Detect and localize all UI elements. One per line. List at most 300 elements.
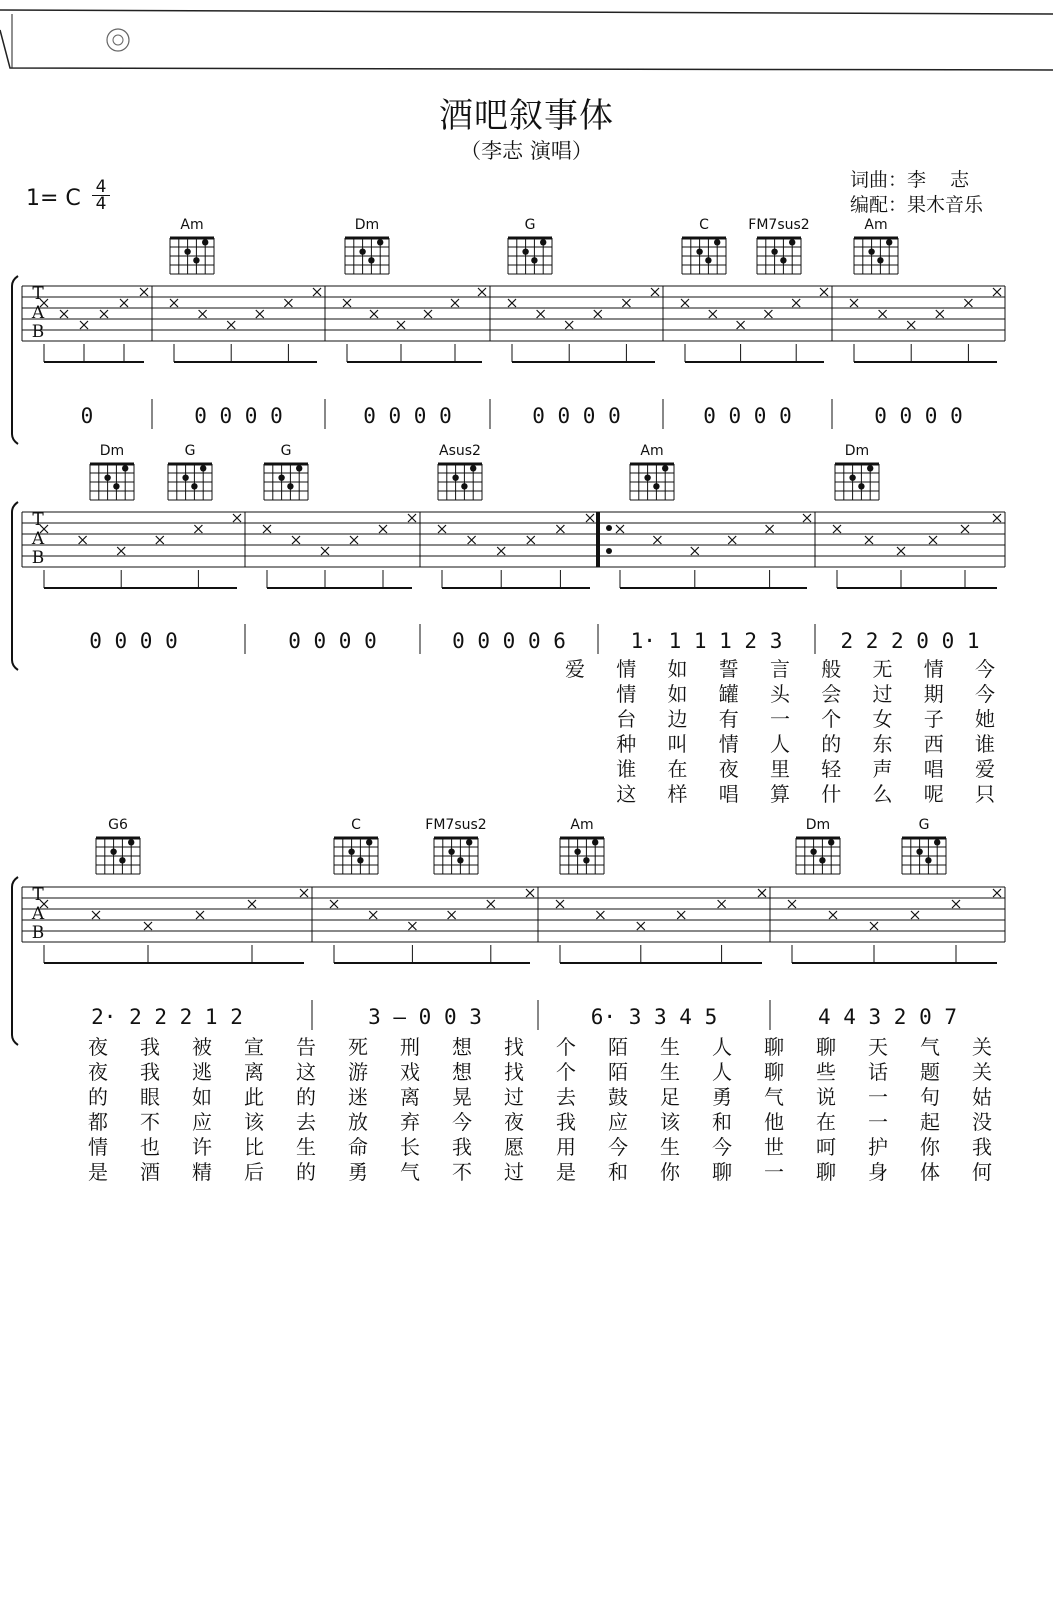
chord-dot (368, 257, 374, 263)
lyric-char: 气 (764, 1085, 784, 1109)
lyric-char: 聊 (816, 1035, 836, 1059)
lyric-char: 过 (504, 1160, 524, 1184)
chord-dot (200, 465, 206, 471)
chord-dot (925, 857, 931, 863)
system-bracket (12, 502, 18, 670)
tab-note (263, 525, 271, 533)
lyric-char: 西 (923, 732, 944, 756)
chord-dot (705, 257, 711, 263)
tab-note (537, 310, 545, 318)
lyric-char: 体 (920, 1160, 940, 1184)
chord-name: Am (570, 817, 594, 833)
lyric-char: 人 (712, 1035, 732, 1059)
numbered-notes: 0 0 0 0 (874, 404, 963, 428)
lyric-char: 一 (868, 1085, 888, 1109)
chord-dot (789, 239, 795, 245)
lyric-char: 迷 (348, 1085, 368, 1109)
chord-name: Dm (844, 443, 870, 459)
tab-note (865, 536, 873, 544)
chord-dot (296, 465, 302, 471)
lyric-char: 聊 (764, 1035, 784, 1059)
lyric-char: 头 (770, 682, 790, 706)
tab-note (907, 321, 915, 329)
tab-note (508, 299, 516, 307)
tab-note (478, 288, 486, 296)
tab-note (408, 514, 416, 522)
lyric-char: 话 (868, 1060, 888, 1084)
repeat-dot (606, 548, 612, 554)
lyric-char: 和 (712, 1110, 732, 1134)
numbered-notes: 0 0 0 0 (532, 404, 621, 428)
lyric-char: 夜 (504, 1110, 524, 1134)
lyric-char: 情 (923, 657, 944, 681)
lyric-char: 如 (192, 1085, 212, 1109)
tab-note (117, 547, 125, 555)
chord-dot (696, 248, 702, 254)
lyric-char: 过 (872, 682, 893, 706)
lyric-char: 说 (816, 1085, 836, 1109)
tab-note (199, 310, 207, 318)
lyric-char: 命 (348, 1135, 368, 1159)
tab-note (833, 525, 841, 533)
lyric-char: 的 (296, 1160, 316, 1184)
song-subtitle: （李志 演唱） (460, 139, 593, 163)
chord-dot (662, 465, 668, 471)
system-bracket (12, 276, 18, 444)
tab-note (120, 299, 128, 307)
lyric-char: 弃 (400, 1110, 420, 1134)
lyric-char: 在 (816, 1110, 836, 1134)
lyric-char: 陌 (608, 1060, 628, 1084)
lyric-char: 生 (296, 1135, 316, 1159)
lyric-char: 唱 (923, 757, 944, 781)
lyric-char: 个 (821, 707, 842, 731)
lyric-char: 夜 (88, 1060, 108, 1084)
lyric-char: 护 (868, 1135, 888, 1159)
chord-dot (119, 857, 125, 863)
lyric-char: 后 (244, 1160, 264, 1184)
lyric-char: 题 (920, 1060, 940, 1084)
tab-note (284, 299, 292, 307)
tab-note (993, 288, 1001, 296)
lyric-char: 想 (452, 1060, 472, 1084)
lyric-char: 如 (667, 657, 688, 681)
lyric-char: 天 (868, 1035, 888, 1059)
numbered-notes: 0 0 0 0 (288, 629, 377, 653)
tab-note (248, 900, 256, 908)
tab-note (343, 299, 351, 307)
tab-note (196, 911, 204, 919)
tab-label-a: A (31, 904, 45, 924)
tab-note (350, 536, 358, 544)
lyric-char: 么 (872, 782, 893, 806)
lyric-char: 我 (140, 1060, 160, 1084)
tab-note (737, 321, 745, 329)
lyric-char: 去 (556, 1085, 576, 1109)
tab-label-t: T (32, 510, 44, 530)
lyric-char: 声 (872, 757, 893, 781)
page-logo-icon (107, 29, 129, 51)
system-bracket (12, 877, 18, 1045)
lyric-char: 夜 (88, 1035, 108, 1059)
tab-note (92, 911, 100, 919)
lyric-char: 我 (972, 1135, 992, 1159)
lyric-char: 个 (556, 1060, 576, 1084)
tab-note (369, 911, 377, 919)
tab-note (677, 911, 685, 919)
chord-dot (583, 857, 589, 863)
lyric-char: 人 (770, 732, 790, 756)
chord-dot (457, 857, 463, 863)
lyric-char: 许 (192, 1135, 212, 1159)
lyric-char: 勇 (348, 1160, 368, 1184)
chord-name: Dm (805, 817, 831, 833)
lyric-char: 女 (872, 707, 893, 731)
chord-dot (714, 239, 720, 245)
lyric-char: 鼓 (608, 1085, 628, 1109)
lyric-char: 期 (923, 682, 944, 706)
lyric-char: 是 (88, 1160, 108, 1184)
lyric-char: 聊 (712, 1160, 732, 1184)
lyric-char: 生 (660, 1135, 680, 1159)
chord-dot (858, 483, 864, 489)
tab-note (379, 525, 387, 533)
tab-note (879, 310, 887, 318)
lyric-char: 无 (872, 657, 893, 681)
lyric-char: 我 (140, 1035, 160, 1059)
lyric-char: 用 (556, 1135, 576, 1159)
tab-note (468, 536, 476, 544)
lyric-char: 些 (816, 1060, 836, 1084)
lyric-char: 子 (923, 707, 944, 731)
lyric-char: 我 (452, 1135, 472, 1159)
lyric-char: 的 (296, 1085, 316, 1109)
lyric-char: 今 (608, 1135, 628, 1159)
chord-dot (916, 848, 922, 854)
lyric-char: 轻 (821, 757, 842, 781)
chord-name: G6 (108, 817, 128, 833)
lyric-char: 一 (868, 1110, 888, 1134)
lyric-char: 此 (244, 1085, 264, 1109)
tab-note (194, 525, 202, 533)
tab-note (424, 310, 432, 318)
tab-label-t: T (32, 885, 44, 905)
lyric-char: 气 (400, 1160, 420, 1184)
lyric-char: 唱 (718, 782, 739, 806)
tab-note (256, 310, 264, 318)
chord-dot (113, 483, 119, 489)
lyric-char: 关 (972, 1035, 992, 1059)
tab-note (408, 922, 416, 930)
chord-dot (359, 248, 365, 254)
chord-dot (202, 239, 208, 245)
chord-dot (193, 257, 199, 263)
tab-note (637, 922, 645, 930)
lyric-char: 什 (821, 782, 842, 806)
chord-dot (466, 839, 472, 845)
credits-lyrics-music: 词曲：李 志 (850, 169, 970, 191)
chord-dot (868, 248, 874, 254)
lyric-char: 应 (608, 1110, 628, 1134)
lyric-char: 都 (88, 1110, 108, 1134)
lyric-char: 里 (770, 757, 790, 781)
lyric-char: 比 (244, 1135, 264, 1159)
lyric-char: 告 (296, 1035, 316, 1059)
tab-note (651, 288, 659, 296)
lyric-char: 的 (88, 1085, 108, 1109)
tab-note (140, 288, 148, 296)
chord-dot (377, 239, 383, 245)
tab-note (144, 922, 152, 930)
time-signature-bottom: 4 (92, 195, 110, 212)
credits (850, 168, 983, 218)
chord-dot (357, 857, 363, 863)
lyric-char: 过 (504, 1085, 524, 1109)
lyric-char: 去 (296, 1110, 316, 1134)
tab-note (556, 525, 564, 533)
lyric-char: 足 (660, 1085, 680, 1109)
chord-dot (448, 848, 454, 854)
lyric-char: 世 (764, 1135, 784, 1159)
chord-dot (819, 857, 825, 863)
chord-dot (470, 465, 476, 471)
chord-dot (184, 248, 190, 254)
chord-dot (278, 474, 284, 480)
chord-name: Am (640, 443, 664, 459)
lyric-char: 你 (660, 1160, 680, 1184)
tab-note (792, 299, 800, 307)
lyric-char: 人 (712, 1060, 732, 1084)
lyric-char: 这 (296, 1060, 316, 1084)
song-title: 酒吧叙事体 (439, 96, 614, 136)
lyric-char: 呵 (816, 1135, 836, 1159)
lyric-char: 被 (192, 1035, 212, 1059)
lyric-char: 我 (556, 1110, 576, 1134)
tab-note (227, 321, 235, 329)
lyric-char: 是 (556, 1160, 576, 1184)
lyric-char: 长 (400, 1135, 420, 1159)
chord-name: Dm (99, 443, 125, 459)
tab-note (829, 911, 837, 919)
tab-note (897, 547, 905, 555)
tab-note (100, 310, 108, 318)
lyric-char: 应 (192, 1110, 212, 1134)
chord-dot (522, 248, 528, 254)
lyric-char: 爱 (565, 657, 585, 681)
lyric-char: 谁 (616, 757, 637, 781)
numbered-notes: 0 0 0 0 (194, 404, 283, 428)
tab-note (370, 310, 378, 318)
lyric-char: 她 (975, 707, 995, 731)
tab-note (788, 900, 796, 908)
tab-note (586, 514, 594, 522)
chord-name: C (699, 217, 709, 233)
lyric-char: 也 (140, 1135, 160, 1159)
numbered-notes: 1· 1 1 1 2 3 (630, 629, 783, 653)
chord-dot (531, 257, 537, 263)
tab-label-t: T (32, 284, 44, 304)
lyric-char: 的 (821, 732, 842, 756)
tab-note (487, 900, 495, 908)
page-logo-inner-icon (113, 35, 123, 45)
numbered-notes: 2· 2 2 2 1 2 (91, 1005, 243, 1029)
chord-dot (780, 257, 786, 263)
tab-label-b: B (31, 322, 45, 342)
numbered-notes: 0 0 0 0 6 (452, 629, 566, 653)
numbered-notes: 6· 3 3 4 5 (590, 1005, 718, 1029)
tab-note (233, 514, 241, 522)
lyric-char: 没 (972, 1110, 992, 1134)
lyric-char: 今 (975, 657, 995, 681)
lyric-char: 愿 (504, 1135, 524, 1159)
tab-note (653, 536, 661, 544)
tab-label-a: A (31, 529, 45, 549)
lyric-char: 呢 (923, 782, 944, 806)
tab-note (451, 299, 459, 307)
credits-arrangement: 编配：果木音乐 (850, 194, 984, 216)
tab-note (448, 911, 456, 919)
lyric-char: 夜 (718, 757, 739, 781)
chord-dot (574, 848, 580, 854)
lyric-char: 他 (764, 1110, 784, 1134)
lyric-char: 只 (975, 782, 995, 806)
lyric-char: 刑 (400, 1035, 420, 1059)
numbered-notes: 0 0 0 0 (89, 629, 178, 653)
lyric-char: 眼 (140, 1085, 160, 1109)
numbered-notes: 0 (80, 404, 94, 428)
lyric-char: 逃 (192, 1060, 212, 1084)
tab-note (766, 525, 774, 533)
chord-dot (653, 483, 659, 489)
tab-note (321, 547, 329, 555)
chord-dot (934, 839, 940, 845)
tab-note (764, 310, 772, 318)
lyric-char: 叫 (667, 732, 688, 756)
lyric-char: 今 (712, 1135, 732, 1159)
lyric-char: 谁 (975, 732, 995, 756)
tab-note (929, 536, 937, 544)
lyric-char: 种 (616, 732, 637, 756)
tab-note (718, 900, 726, 908)
tab-note (60, 310, 68, 318)
chord-dot (191, 483, 197, 489)
tab-note (961, 525, 969, 533)
tab-note (397, 321, 405, 329)
page-header-border (0, 30, 1053, 70)
lyric-char: 酒 (140, 1160, 160, 1184)
lyric-char: 放 (348, 1110, 368, 1134)
lyric-char: 不 (452, 1160, 472, 1184)
lyric-char: 这 (616, 782, 637, 806)
key-text: 1= C (26, 186, 81, 211)
tab-note (709, 310, 717, 318)
lyric-char: 生 (660, 1035, 680, 1059)
tab-note (850, 299, 858, 307)
tab-note (911, 911, 919, 919)
numbered-notes: 4 4 3 2 0 7 (817, 1005, 958, 1029)
tab-note (596, 911, 604, 919)
chord-dot (644, 474, 650, 480)
numbered-notes: 3 – 0 0 3 (368, 1005, 482, 1029)
lyric-char: 一 (770, 707, 790, 731)
tab-label-b: B (31, 548, 45, 568)
tab-note (313, 288, 321, 296)
lyric-char: 东 (872, 732, 893, 756)
chord-name: C (351, 817, 361, 833)
tab-note (952, 900, 960, 908)
chord-name: G (280, 443, 292, 459)
tab-note (527, 536, 535, 544)
chord-name: Dm (354, 217, 380, 233)
lyric-char: 罐 (718, 682, 739, 706)
time-signature (92, 179, 110, 212)
lyric-char: 该 (244, 1110, 264, 1134)
chord-dot (128, 839, 134, 845)
tab-note (803, 514, 811, 522)
chord-dot (182, 474, 188, 480)
chord-name: Am (864, 217, 888, 233)
lyric-char: 般 (821, 657, 842, 681)
key-signature (26, 186, 81, 211)
lyric-char: 精 (192, 1160, 212, 1184)
lyric-char: 死 (348, 1035, 368, 1059)
lyric-char: 情 (718, 732, 739, 756)
lyric-char: 情 (616, 657, 637, 681)
tab-note (622, 299, 630, 307)
lyric-char: 有 (718, 707, 739, 731)
tab-note (870, 922, 878, 930)
tab-note (79, 536, 87, 544)
tab-note (758, 889, 766, 897)
lyric-char: 言 (770, 657, 790, 681)
tab-note (565, 321, 573, 329)
chord-dot (810, 848, 816, 854)
lyric-char: 今 (975, 682, 995, 706)
chord-name: FM7sus2 (748, 217, 810, 233)
chord-dot (886, 239, 892, 245)
lyric-char: 身 (868, 1160, 888, 1184)
lyric-char: 一 (764, 1160, 784, 1184)
repeat-dot (606, 525, 612, 531)
lyric-char: 你 (920, 1135, 940, 1159)
lyric-char: 不 (140, 1110, 160, 1134)
lyric-char: 生 (660, 1060, 680, 1084)
chord-dot (828, 839, 834, 845)
chord-dot (452, 474, 458, 480)
tab-note (964, 299, 972, 307)
lyric-char: 算 (770, 782, 790, 806)
tab-label-a: A (31, 303, 45, 323)
lyric-char: 情 (616, 682, 637, 706)
tab-note (526, 889, 534, 897)
tab-note (438, 525, 446, 533)
chord-name: G (524, 217, 536, 233)
lyric-char: 句 (920, 1085, 940, 1109)
chord-name: G (184, 443, 196, 459)
lyric-char: 离 (400, 1085, 420, 1109)
tab-note (681, 299, 689, 307)
lyric-char: 找 (504, 1035, 524, 1059)
chord-dot (348, 848, 354, 854)
tab-note (728, 536, 736, 544)
chord-dot (110, 848, 116, 854)
tab-note (497, 547, 505, 555)
lyric-char: 样 (667, 782, 688, 806)
lyric-char: 姑 (972, 1085, 992, 1109)
chord-name: Asus2 (439, 443, 481, 459)
lyric-char: 离 (244, 1060, 264, 1084)
lyric-char: 想 (452, 1035, 472, 1059)
